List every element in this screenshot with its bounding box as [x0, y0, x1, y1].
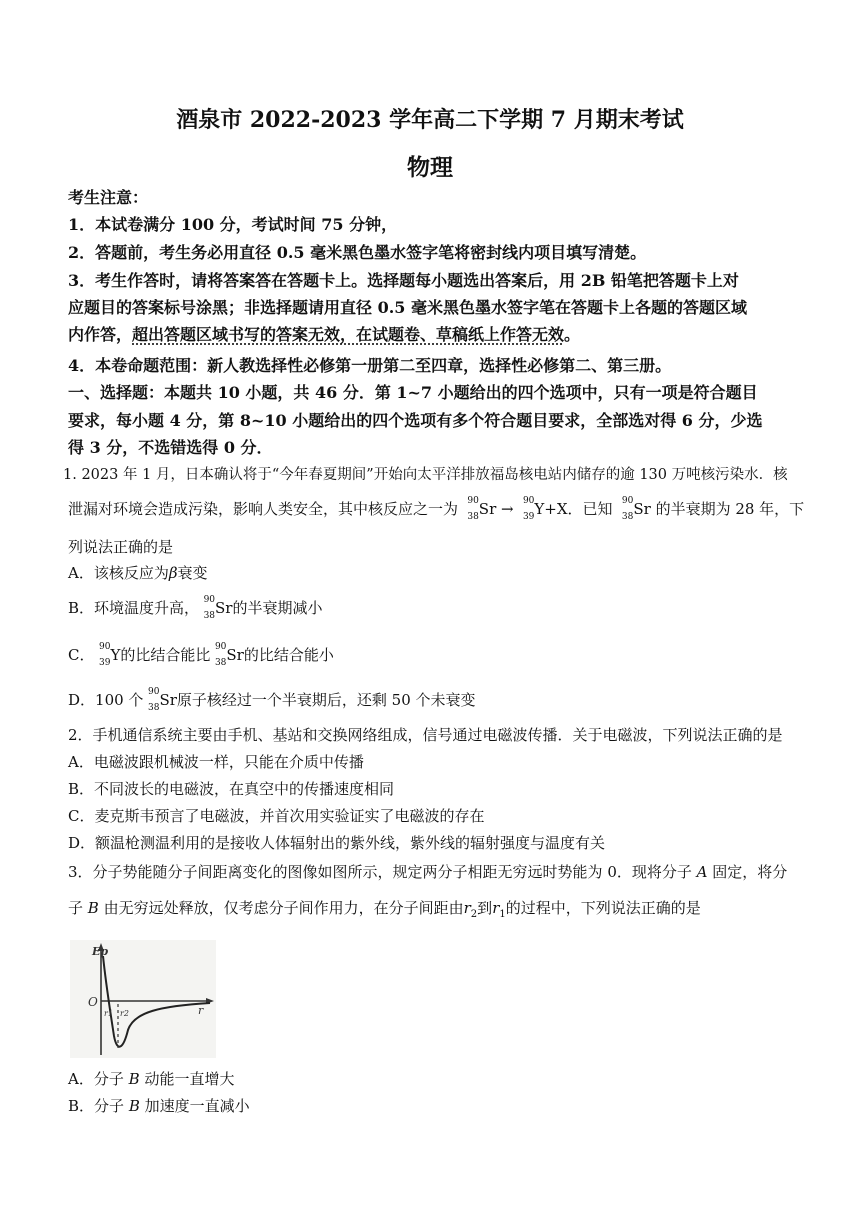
notice-item-4: 4．本卷命题范围：新人教选择性必修第一册第二至四章，选择性必修第二、第三册。 — [68, 356, 672, 375]
element-symbol: Sr — [478, 500, 497, 518]
notice-item-1: 1．本试卷满分 100 分，考试时间 75 分钟， — [68, 215, 398, 234]
q2-stem: 2．手机通信系统主要由手机、基站和交换网络组成，信号通过电磁波传播．关于电磁波，下列说法正确的是 — [68, 726, 783, 744]
isotope-sr: 90 38 — [467, 496, 479, 522]
isotope-sr: 90 38 — [203, 595, 216, 621]
section-1-line-3: 得 3 分，不选错选得 0 分． — [68, 438, 273, 457]
y-axis-label: Ep — [92, 945, 109, 958]
subject-title: 物理 — [407, 154, 453, 181]
q3-stem-line-1: 3．分子势能随分子间距离变化的图像如图所示，规定两分子相距无穷远时势能为 0．现将分子 A 固定，将分 — [68, 863, 788, 881]
element-symbol: Sr — [633, 500, 651, 518]
q1-option-d: D．100 个 90 38 Sr原子核经过一个半衰期后，还剩 50 个未衰变 — [68, 687, 476, 713]
isotope-sr: 90 38 — [621, 496, 634, 522]
q2-option-a: A．电磁波跟机械波一样，只能在介质中传播 — [68, 753, 364, 771]
notice-item-3-line-1: 3．考生作答时，请将答案答在答题卡上。选择题每小题选出答案后，用 2B 铅笔把答题卡上对 — [68, 271, 739, 290]
notice-item-2: 2．答题前，考生务必用直径 0.5 毫米黑色墨水签字笔将密封线内项目填写清楚。 — [68, 243, 647, 262]
origin-label: O — [88, 995, 98, 1009]
q2-option-c: C．麦克斯韦预言了电磁波，并首次用实验证实了电磁波的存在 — [68, 807, 485, 825]
isotope-sr: 90 38 — [214, 642, 227, 668]
r1-label: r1 — [104, 1009, 113, 1018]
q3-option-b: B．分子 B 加速度一直减小 — [68, 1097, 250, 1115]
potential-energy-graph — [70, 940, 216, 1058]
q1-option-c: C． 90 39 Y的比结合能比 90 38 Sr的比结合能小 — [68, 642, 334, 668]
beta-symbol: β — [168, 564, 178, 582]
q1-text: +X．已知 — [544, 500, 613, 518]
isotope-y: 90 39 — [99, 642, 111, 668]
notice-text: 内作答， — [68, 325, 133, 344]
r2-label: r2 — [120, 1009, 129, 1018]
q1-stem-line-3: 列说法正确的是 — [68, 538, 174, 556]
notice-item-3-line-2: 应题目的答案标号涂黑；非选择题请用直径 0.5 毫米黑色墨水签字笔在答题卡上各题的答题区域 — [68, 298, 747, 317]
q1-stem-line-2 — [68, 496, 805, 522]
q2-option-b: B．不同波长的电磁波，在真空中的传播速度相同 — [68, 780, 395, 798]
exam-title: 酒泉市 2022-2023 学年高二下学期 7 月期末考试 — [176, 107, 684, 133]
isotope-y: 90 39 — [522, 496, 535, 522]
isotope-sr: 90 38 — [147, 687, 160, 713]
q1-option-b: B．环境温度升高， 90 38 Sr的半衰期减小 — [68, 595, 323, 621]
section-1-line-1: 一、选择题：本题共 10 小题，共 46 分．第 1~7 小题给出的四个选项中，只有一项是符合题目 — [68, 383, 758, 402]
notice-text: 。 — [564, 325, 581, 344]
element-symbol: Y — [534, 500, 545, 518]
notice-heading: 考生注意： — [68, 188, 149, 207]
q3-option-a: A．分子 B 动能一直增大 — [68, 1070, 235, 1088]
notice-item-3-line-3 — [68, 325, 580, 345]
q2-option-d: D．额温枪测温利用的是接收人体辐射出的紫外线，紫外线的辐射强度与温度有关 — [68, 834, 606, 852]
reaction-arrow: → — [501, 500, 514, 518]
q1-option-a: A．该核反应为β衰变 — [68, 564, 208, 582]
q1-text: 的半衰期为 28 年，下 — [655, 500, 805, 518]
notice-emphasis-text: 超出答题区域书写的答案无效，在试题卷、草稿纸上作答无效 — [132, 325, 565, 344]
section-1-line-2: 要求，每小题 4 分，第 8~10 小题给出的四个选项有多个符合题目要求，全部选对得 6 分，少选 — [68, 411, 763, 430]
q1-text: 泄漏对环境会造成污染，影响人类安全，其中核反应之一为 — [68, 500, 459, 518]
q1-stem-line-1: 1. 2023 年 1 月，日本确认将于“今年春夏期间”开始向太平洋排放福岛核电站内储存的逾 130 万吨核污染水．核 — [63, 467, 788, 483]
x-axis-label: r — [198, 1004, 204, 1017]
q3-stem-line-2: 子 B 由无穷远处释放，仅考虑分子间作用力，在分子间距由$r_2$到$r_1$的过程中，下列说法正确的是 — [68, 899, 701, 920]
